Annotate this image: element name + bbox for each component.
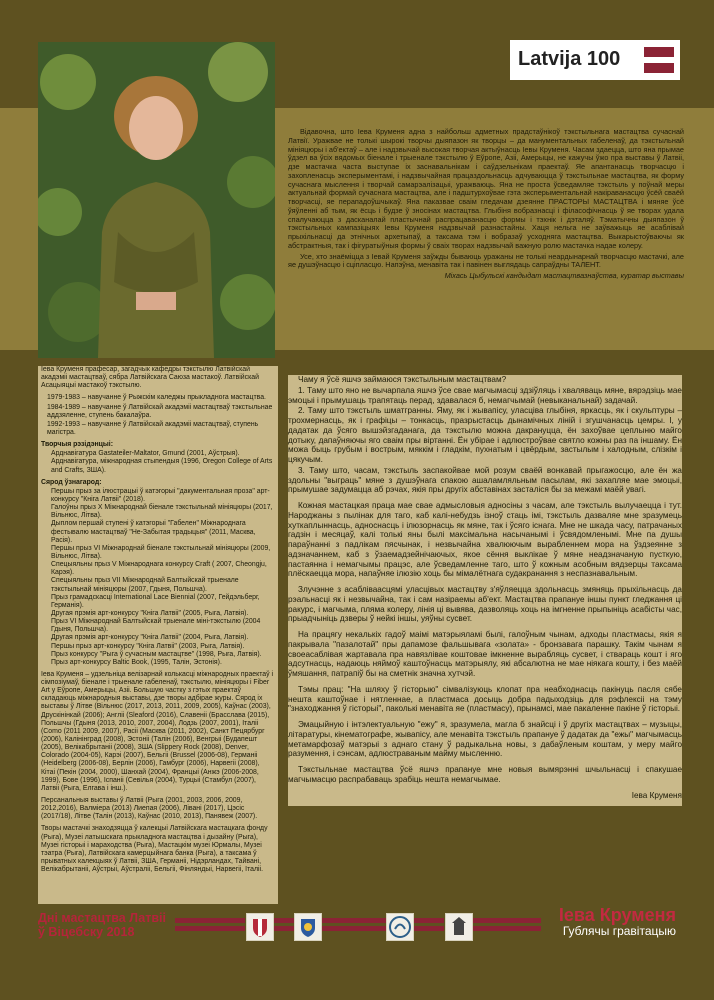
- essay-question: Чаму я ўсё яшчэ займаюся тэкстыльным мастацтвам?: [298, 375, 507, 384]
- bio-intro: Іева Круменя прафесар, загадчык кафедры тэкстылю Латвійскай акадэміі мастацтваў, сябра Латвійскага Саюза мастакоў. Латвійскай Асацыяцыі мастакоў тэкстылю.: [41, 366, 259, 390]
- education-item: 1992-1993 – навучанне ў Латвійскай акадэміі мастацтваў, ступень магістра.: [47, 420, 259, 436]
- award-item: Другая прэмія арт-конкурсу "Кніга Латвіі" (2004, Рыга, Латвія).: [51, 634, 249, 642]
- event-title-line1: Дні мастацтва Латвіі: [38, 911, 166, 925]
- intro-paragraph: Відавочна, што Іева Круменя адна з найбольш адметных прадстаўнікоў тэкстыльнага мастацтва сучаснай Латвії. Уражвае не толькі шырокі творчы дыяпазон як творцы – да манументальных габеленаў, да тэкстыльнай мініяцюры і аб'ектаў – але і надзвычай высокая творчая актыўнасць Іевы Круменя. Часам здаецца, што яна прымае ўдзел ва ўсіх вядомых біенале і трыенале тэкстылю ў Еўропе, Азіі, Амерыцы, не кажучы ўжо пра выставы ў Латвіі, дзе мастачка часта выступае іх заснавальнікам і саўдзельнікам праектаў. Яе апантанасць творчасцю і захопленасць эксперыментамі, і надзвычайная працаздольнасць адчуваюцца ў тэкстыльнае мастацтва, як форму сучаснага мыслення і творчай самарэалізацыі, уражваюць. Яна не проста ўсведамляе тэкстыль у поўнай меры актуальнай формай сучаснага мастацтва, але і падштурхоўвае гэта эксперыментальнай накіраванасцю ўсёй сваёй творчасці, яе перападоўшчыкаў. Яна паказвае сваім гледачам дзеянне ПРАСТОРЫ МАСТАЦТВА і мяняе ўсё ўяўленні аб тым, як ёсць і будзе ў зносінах мастацтва. Глыбіня вобразнасці і філасофічнасць ў яе творах удала спалучаюцца з дасканалай пластычнай распрацаванасцю формы і тэхнік і дэталяў. Тэматычны дыяпазон ў тэкстыльных кампазіцыях Іевы Круменя надзвычай разнастайны. Хаця нельга не заўважыць яе асаблівай прыхільнасці да этнічных архетыпаў, а таксама тэм і вобразаў усходняга мастацтва. Выкарыстоўваючы як абстрактныя, так і фігуратыўныя формы ў сваіх творах надзвычай важную ролю мастачка надае колеру.: [288, 127, 684, 250]
- decorative-stripes-mid2: [322, 918, 386, 938]
- decorative-stripes-left: [175, 918, 245, 938]
- essay-paragraph: На працягу некалькіх гадоў маімі матэрыяламі былі, галоўным чынам, адходы пластмасы, якія я пакрывала "пазалотай" пры дапамозе фальшывага «золата» - бронзавага парашку. Такім чынам я своеасаблівая жартавала пра навязлівае коштовае імкненне вырабляць сусвет, і ствараць кошт і яго адсутнасць, надаюць няймоў каштоўнасць матэрыялу, які абсалютна не мае ніякага кошту, і без маёй ўмяшання, патрапіў бы на сметнік значна хутчэй.: [288, 630, 682, 678]
- award-item: Прыз VI Міжнароднай Балтыйскай трыенале міні-тэкстылю (2004 Гдыня, Польшча).: [51, 618, 261, 634]
- award-item: Першы прыз VI Міжнароднай біенале тэкстыльнай мініяцюры (2009, Вільнюс, Літва).: [51, 544, 271, 560]
- solo-exhibitions-text: Персанальныя выставы ў Латвіі (Рыга (2001, 2003, 2006, 2009, 2012,2016), Валміера (2013) Лиепая (2006), Лівані (2017), Цэсіс (2017/18), Літве (Талін (2013), Каўнас (2010, 2013), Панявеж (2007).: [41, 797, 258, 821]
- intro-paragraph: Усе, хто знаёміцца з Іевай Круменя заўжды бываюць уражаны не толькі неардынарнай творчасцю мастачкі, але яе душэўнасцю і сціпласцю. Напэўна, менавіта так і павінен выглядаць сапраўдны ТАЛЕНТ.: [288, 251, 684, 270]
- exhibition-branding: [559, 906, 676, 937]
- award-item: Спецыяльны прыз V Міжнароднага конкурсу Craft ( 2007, Cheongju, Карэя).: [51, 561, 267, 577]
- curator-signature: Міхась Цыбульскі кандыдат мастацтвазнаўства, куратар выставы: [444, 271, 684, 280]
- artist-photo: [38, 42, 275, 358]
- event-title: [38, 912, 166, 940]
- essay-paragraph: Тэкстыльнае мастацтва ўсё яшчэ прапануе мне новыя вымярэнні шчыльнасці і спакушае магчымасцю распрабаваць зрабіць нешта немагчымае.: [288, 765, 682, 784]
- essay-answer: 1. Таму што яно не вычарпала яшчэ ўсе свае магчымасці здзіўляць і хваляваць мяне, вярэдзіць мае эмоцыі і прымушаць трапятаць перад, здавалася б, немагчымай (невыканальнай) задачай.: [288, 385, 682, 405]
- award-item: Прыз арт-конкурсу Baltic Book, (1995, Талін, Эстонія).: [51, 658, 222, 666]
- education-item: 1984-1989 – навучанне ў Латвійскай акадэміі мастацтваў тэкстыльнае аддзяленне, ступень бакалаўра.: [47, 403, 273, 419]
- award-item: Прыз конкурсу "Рыга ў сучасным мастацтве" (1998, Рыга, Латвія).: [51, 650, 262, 658]
- event-title-line2: ў Віцебску 2018: [38, 924, 135, 939]
- decorative-stripes-mid3: [414, 918, 444, 938]
- decorative-stripes-mid1: [274, 918, 294, 938]
- award-item: Дыплом першай ступені ў катэгорыі "Габелен" Міжнароднага фестывалю мастацтваў "Не-Забытая традыцыя" (2011, Масква, Расія).: [51, 520, 256, 544]
- logo-text: Latvija 100: [518, 48, 621, 70]
- exhibitions-text: Іева Круменя – удзельніца велізарнай колькасці міжнародных праектаў і сімпозіумаў, біенале і трыенале габеленаў, тэкстылю, мініяцюры і Fiber Art у Еўропе, Амерыцы, Азіі. Большую частку з гэтых праектаў складаюць міжнародныя выставы, дзе творы адбірае журы. Сярод іх выставы ў Літве (Вільнюс (2017, 2013, 2011, 2009, 2005), Каўнас (2003), Друскінінкай (2006); Англіі (Sleaford (2016), Славеніі (Брасслава (2015), Польшчы (Гдыня (2013, 2010, 2007, 2004), Лодзь (2007, 2001), Італіі (Como (2011 2009, 2007), Расіі (Масква (2011, 2002), Санкт Пецярбург (2006), Калінінград (2008), Эстоніі (Талін (2006), Венгрыі (Будапешт (2005), Велікабрытаніі (2008), ЗША (Slippery Rock (2008), Denver, Colorado (2004-05), Карэі (2007), Бельгіі (Brussel (2006-08), Германіі (Heidelberg (2006-08), Берлін (2006), Гамбург (2006), Нарвегіі (2008), Кітаі (Пекін (2004, 2000), Шанхай (2004), Францыі (Анжэ (2006-2008, 1999), Бове (1996), Іспаніі (Севілья (2004), Турцыі (Стамбул (2007), Латвіі (Рыга, Елгава і інш.).: [41, 670, 274, 792]
- coat-of-arms-icon: [246, 913, 274, 941]
- award-item: Спецыяльны прыз VII Міжнароднай Балтыйскай трыенале тэкстыльнай мініяцюры (2007, Гдыня, Польшча).: [51, 577, 239, 593]
- curator-intro: [288, 128, 684, 283]
- coat-of-arms-icon: [294, 913, 322, 941]
- essay-answer: 2. Таму што тэкстыль шматгранны. Яму, як і жывапісу, уласціва глыбіня, яркасць, як і скульптуры – трохмернасць, як і графіцы – тонкасць, празрыстасць дынамічных ліній і згушчанасць цемры. І, у дадатак да ўсяго вышэйзгаданага, да тэкстылю можна дакрануцца, ён захоўвае цеплыню майго дотыку, дапаўняючы яго сваім пры віртанні. Ён убірае і адлюстроўвае святло кожны раз па іншаму. Ён можа быць грубым і вострым, мяккім і гладкім, пухнатым і цвёрдым, застылым і халодным, слізкім і цякучым.: [288, 406, 682, 464]
- education-item: 1979-1983 – навучанне ў Рыжскім каледжы прыкладнога мастацтва.: [47, 394, 266, 402]
- essay-answer: 3. Таму што, часам, тэкстыль заспакойвае мой розум сваёй вонкавай прыгажосцю, але ён жа здольны "выграць" мяне з душэўнага спакою ашаламляльным пасылам, які захапляе мае эмоцыі, прымушае задумацца аб рэчах, якія пры другіх абставінах засталіся бы за межамі маёй увагі.: [288, 465, 682, 495]
- artist-essay: [288, 375, 682, 806]
- artist-signature: Іева Круменя: [631, 790, 682, 800]
- essay-paragraph: Эмацыйную і інтэлектуальную "ежу" я, зразумела, магла б знайсці і ў другіх мастацтвах – музыцы, літаратуры, кінематографе, жывапісу, але менавіта тэкстыль прапануе ў дадатак да "ежы" магчымасць метамарфозаў матэрыі з аднаго стану ў радыкальна новы, з дабаўленым коштам, у меру майго разумення, і сэнсам, адлюстраваным майму мысленню.: [288, 720, 682, 759]
- residency-item: Арднавігатура, міжнародная стыпендыя (1996, Oregon College of Arts and Crafts, ЗША).: [51, 458, 273, 474]
- award-item: Першы прыз арт-конкурсу "Кніга Латвіі" (2003, Рыга, Латвія).: [51, 642, 245, 650]
- award-item: Першы прыз за ілюстрацыі ў катэгорыі "дакументальная проза" арт-конкурсу "Кніга Латвіі" (2018).: [51, 487, 270, 503]
- awards-heading: Сярод ўзнагарод:: [41, 478, 102, 486]
- decorative-stripes-right: [473, 918, 541, 938]
- artist-bio: [38, 366, 278, 904]
- essay-paragraph: Злучэнне з асабліваасцямі уласцівых мастацтву з'яўляецца здольнасць змяняць прыхільнасць да рэальнасці як і незвычайна, так і сам назіраемы аб'ект. Мастацтва прапануе іншы пункт гледжання ці ракурс, і магчыма, пляма колеру, лінія ці вывява, дазволяць хоць на імгненне прыпыніць асабісты час, прыадчыніць дзверы ў нейкі іншы, уяўны сусвет.: [288, 585, 682, 624]
- award-item: Другая прэмія арт-конкурсу "Кніга Латвіі" (2005, Рыга, Латвія).: [51, 609, 249, 617]
- residency-item: Арднавігатура Gastateiler-Maltator, Gmund (2001, Аўстрыя).: [51, 450, 240, 458]
- partner-logo-icon: [386, 913, 414, 941]
- award-item: Прыз грамадскасці International Lace Biennial (2007, Гейдэльберг, Германія).: [51, 593, 260, 609]
- collections-text: Творы мастачкі знаходзяцца ў калекцыі Латвійскага мастацкага фонду (Рыга), Музеі латышскага прыкладнога мастацтва і дызайну (Рыга), Музеі гісторыі і мараходства (Рыга), Мастацкім музеі Юрмалы, Музеі тэатра (Рыга), Латвійскага камерцыйнага банка (Рыга), а таксама ў прыватных калекцыях ў Латвіі, ЗША, Германіі, Нідэрландах, Тайвані, Велікабрытаніі, Аўстрыі, Аўстраліі, Бельгіі, Фінляндыі, Нарвегіі, Італіі.: [41, 825, 268, 874]
- artist-name: Іева Круменя: [558, 905, 676, 925]
- partner-logo-icon: [445, 913, 473, 941]
- residencies-heading: Творчыя рэзідэнцыі:: [41, 441, 114, 449]
- latvija-100-logo: [510, 40, 680, 80]
- essay-paragraph: Тэмы прац: "На шляху ў гісторыю" сімвалізуюць клопат пра неабходнасць пакінуць пасля сябе нешта каштоўнае і нятленнае, а пластмаса досыць добра падыходзіць для рэфлексіі на тэму "знаходжання ў гісторыі", паколькі менавіта яе (пластмасу), прынамсі, мае пакаленне пакіне ў гісторыі.: [288, 684, 682, 714]
- exhibition-title: Гублячы гравітацыю: [562, 923, 676, 938]
- award-item: Галоўны прыз X Міжнароднай біенале тэкстыльнай мініяцюры (2017, Вільнюс, Літва).: [51, 504, 273, 520]
- latvia-flag-icon: [644, 47, 674, 73]
- essay-paragraph: Кожная мастацкая праца мае свае адмысловыя адносіны з часам, але тэкстыль вылучаецца і тут. Народжаны з пылінак для таго, каб калі-небудзь ізноў стаць імі, тэкстыль дазваляе мне зразумець хуткаплыннасць, адноснасць і ілюзорнасць як мяне, так і ўсяго існага. Мне не шкада часу, патрачаных гадзін і месяцаў, калі толькі яны былі максімальна насычанымі і ўсвядомленымі. Мне па душы параўнанні з падлікам пясчынак, і незвычайна хвалюючым вырабленнем мора на ўздзеянне з адзначаннем, каб з ўзаемадзейнічаючых, якое сёння выклікае ў мяне неадзначаную пусткую, пастаянна і немагчымы працэс, але ўсведамленне таго, што ў кожным асобным вядзерцы таксама плёскаецца мора, напаўняе ілюзію хоць бы мімалётнага судакранання з неспазнавальным.: [288, 501, 682, 579]
